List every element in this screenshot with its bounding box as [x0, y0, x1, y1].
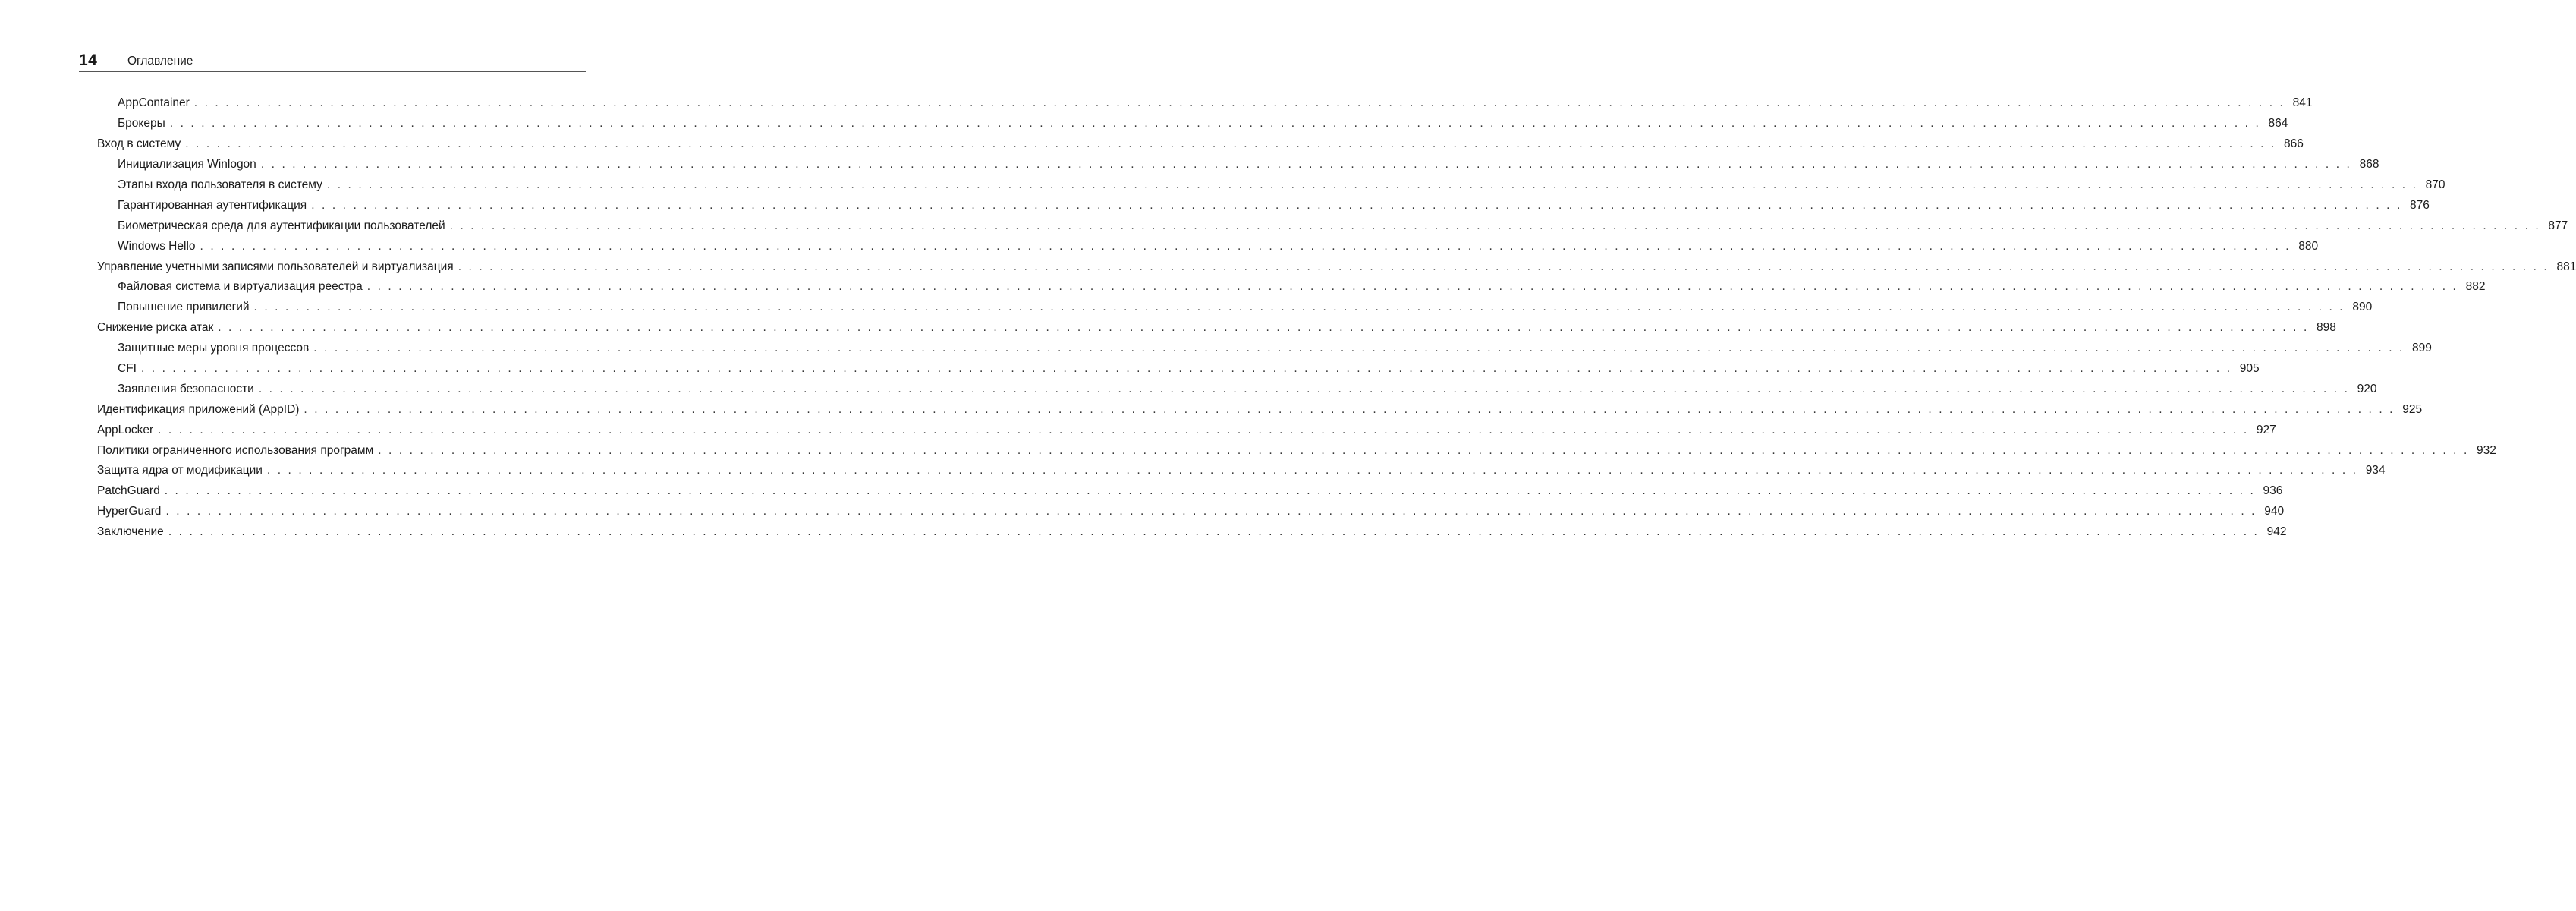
toc-entry[interactable] — [97, 359, 2260, 380]
toc-entry[interactable] — [97, 257, 2576, 277]
toc-entry-title: Вход в систему — [97, 137, 181, 151]
toc-entry-page-number: 870 — [2425, 178, 2445, 191]
toc-entry-title: PatchGuard — [97, 484, 160, 498]
toc-entry-title: Защита ядра от модификации — [97, 464, 263, 478]
toc-entry-title: Защитные меры уровня процессов — [118, 342, 310, 355]
toc-entry-title: Политики ограниченного использования программ — [97, 443, 374, 457]
toc-entry-page-number: 876 — [2410, 198, 2430, 212]
toc-entry-page-number: 882 — [2465, 280, 2486, 294]
toc-entry-page-number: 877 — [2548, 219, 2568, 232]
toc-entry-title: HyperGuard — [97, 505, 162, 519]
toc-entry-page-number: 898 — [2317, 321, 2336, 335]
toc-entry-page-number: 934 — [2365, 464, 2386, 478]
dot-leader: . . . . . . . . . . . . . . . . . . . . . . . . . . . . . . . . . . . . . . . . . . . . . . . . . . . . . . . . . . . . . . . . . . . . . . . . . . . . . . . . . . . . . . . . . . . . . . . . . . . . . . . . . . . . . . . . . . . . . . . . . . . . . . . . . . . . . . . . . . . . . . . . . . . . . . . . . . . . . . . . . . . . . . . . . . . . . . . . . . . . . . . . . . . . . . . . . . . . . . . . — [193, 96, 2285, 110]
toc-entry[interactable] — [97, 481, 2283, 502]
dot-leader: . . . . . . . . . . . . . . . . . . . . . . . . . . . . . . . . . . . . . . . . . . . . . . . . . . . . . . . . . . . . . . . . . . . . . . . . . . . . . . . . . . . . . . . . . . . . . . . . . . . . . . . . . . . . . . . . . . . . . . . . . . . . . . . . . . . . . . . . . . . . . . . . . . . . . . . . . . . . . . . . . . . . . . . . . . . . . . . . . . . . . . . . . . . . . . . . . . . . . . . . — [378, 443, 2469, 457]
toc-entry[interactable] — [97, 379, 2377, 399]
toc-entry-page-number: 841 — [2292, 96, 2313, 110]
dot-leader: . . . . . . . . . . . . . . . . . . . . . . . . . . . . . . . . . . . . . . . . . . . . . . . . . . . . . . . . . . . . . . . . . . . . . . . . . . . . . . . . . . . . . . . . . . . . . . . . . . . . . . . . . . . . . . . . . . . . . . . . . . . . . . . . . . . . . . . . . . . . . . . . . . . . . . . . . . . . . . . . . . . . . . . . . . . . . . . . . . . . . . . . . . . . . . . . . . . . . . . . — [164, 484, 2256, 498]
dot-leader: . . . . . . . . . . . . . . . . . . . . . . . . . . . . . . . . . . . . . . . . . . . . . . . . . . . . . . . . . . . . . . . . . . . . . . . . . . . . . . . . . . . . . . . . . . . . . . . . . . . . . . . . . . . . . . . . . . . . . . . . . . . . . . . . . . . . . . . . . . . . . . . . . . . . . . . . . . . . . . . . . . . . . . . . . . . . . . . . . . . . . . . . . . . . . . . . . . . . . . . . — [311, 198, 2402, 212]
toc-entry[interactable] — [97, 502, 2285, 522]
toc-entry[interactable] — [97, 93, 2313, 114]
toc-entry-title: AppContainer — [118, 96, 190, 110]
toc-entry-title: AppLocker — [97, 423, 154, 437]
dot-leader: . . . . . . . . . . . . . . . . . . . . . . . . . . . . . . . . . . . . . . . . . . . . . . . . . . . . . . . . . . . . . . . . . . . . . . . . . . . . . . . . . . . . . . . . . . . . . . . . . . . . . . . . . . . . . . . . . . . . . . . . . . . . . . . . . . . . . . . . . . . . . . . . . . . . . . . . . . . . . . . . . . . . . . . . . . . . . . . . . . . . . . . . . . . . . . . . . . . . . . . . — [158, 423, 2249, 437]
toc-entry-page-number: 866 — [2283, 137, 2304, 151]
toc-entry-title: Заявления безопасности — [118, 382, 254, 396]
toc-entry-page-number: 942 — [2266, 525, 2287, 539]
dot-leader: . . . . . . . . . . . . . . . . . . . . . . . . . . . . . . . . . . . . . . . . . . . . . . . . . . . . . . . . . . . . . . . . . . . . . . . . . . . . . . . . . . . . . . . . . . . . . . . . . . . . . . . . . . . . . . . . . . . . . . . . . . . . . . . . . . . . . . . . . . . . . . . . . . . . . . . . . . . . . . . . . . . . . . . . . . . . . . . . . . . . . . . . . . . . . . . . . . . . . . . . — [266, 464, 2358, 478]
toc-entry[interactable] — [97, 155, 2379, 175]
toc-entry-title: Заключение — [97, 525, 164, 539]
toc-entry-page-number: 890 — [2352, 301, 2373, 314]
dot-leader: . . . . . . . . . . . . . . . . . . . . . . . . . . . . . . . . . . . . . . . . . . . . . . . . . . . . . . . . . . . . . . . . . . . . . . . . . . . . . . . . . . . . . . . . . . . . . . . . . . . . . . . . . . . . . . . . . . . . . . . . . . . . . . . . . . . . . . . . . . . . . . . . . . . . . . . . . . . . . . . . . . . . . . . . . . . . . . . . . . . . . . . . . . . . . . . . . . . . . . . . — [218, 321, 2309, 335]
toc-entry[interactable] — [97, 134, 2304, 155]
toc-entry-title: CFI — [118, 362, 137, 376]
toc-entry[interactable] — [97, 236, 2319, 257]
toc-entry-title: Снижение риска атак — [97, 321, 214, 335]
toc-entry-page-number: 868 — [2359, 158, 2379, 172]
toc-entry-title: Windows Hello — [118, 239, 196, 253]
toc-entry-page-number: 927 — [2256, 423, 2276, 437]
dot-leader: . . . . . . . . . . . . . . . . . . . . . . . . . . . . . . . . . . . . . . . . . . . . . . . . . . . . . . . . . . . . . . . . . . . . . . . . . . . . . . . . . . . . . . . . . . . . . . . . . . . . . . . . . . . . . . . . . . . . . . . . . . . . . . . . . . . . . . . . . . . . . . . . . . . . . . . . . . . . . . . . . . . . . . . . . . . . . . . . . . . . . . . . . . . . . . . . . . . . . . . . — [326, 178, 2418, 191]
dot-leader: . . . . . . . . . . . . . . . . . . . . . . . . . . . . . . . . . . . . . . . . . . . . . . . . . . . . . . . . . . . . . . . . . . . . . . . . . . . . . . . . . . . . . . . . . . . . . . . . . . . . . . . . . . . . . . . . . . . . . . . . . . . . . . . . . . . . . . . . . . . . . . . . . . . . . . . . . . . . . . . . . . . . . . . . . . . . . . . . . . . . . . . . . . . . . . . . . . . . . . . . — [165, 505, 2257, 519]
dot-leader: . . . . . . . . . . . . . . . . . . . . . . . . . . . . . . . . . . . . . . . . . . . . . . . . . . . . . . . . . . . . . . . . . . . . . . . . . . . . . . . . . . . . . . . . . . . . . . . . . . . . . . . . . . . . . . . . . . . . . . . . . . . . . . . . . . . . . . . . . . . . . . . . . . . . . . . . . . . . . . . . . . . . . . . . . . . . . . . . . . . . . . . . . . . . . . . . . . . . . . . . — [458, 260, 2549, 273]
toc-entry-page-number: 932 — [2477, 443, 2496, 457]
toc-entry-page-number: 936 — [2263, 484, 2283, 498]
dot-leader: . . . . . . . . . . . . . . . . . . . . . . . . . . . . . . . . . . . . . . . . . . . . . . . . . . . . . . . . . . . . . . . . . . . . . . . . . . . . . . . . . . . . . . . . . . . . . . . . . . . . . . . . . . . . . . . . . . . . . . . . . . . . . . . . . . . . . . . . . . . . . . . . . . . . . . . . . . . . . . . . . . . . . . . . . . . . . . . . . . . . . . . . . . . . . . . . . . . . . . . . — [313, 342, 2405, 355]
toc-entry[interactable] — [97, 277, 2486, 298]
dot-leader: . . . . . . . . . . . . . . . . . . . . . . . . . . . . . . . . . . . . . . . . . . . . . . . . . . . . . . . . . . . . . . . . . . . . . . . . . . . . . . . . . . . . . . . . . . . . . . . . . . . . . . . . . . . . . . . . . . . . . . . . . . . . . . . . . . . . . . . . . . . . . . . . . . . . . . . . . . . . . . . . . . . . . . . . . . . . . . . . . . . . . . . . . . . . . . . . . . . . . . . . — [169, 117, 2261, 131]
toc-entry[interactable] — [97, 216, 2568, 236]
toc-entry[interactable] — [97, 440, 2496, 461]
toc-entry[interactable] — [97, 399, 2423, 420]
toc-entry[interactable] — [97, 522, 2287, 543]
dot-leader: . . . . . . . . . . . . . . . . . . . . . . . . . . . . . . . . . . . . . . . . . . . . . . . . . . . . . . . . . . . . . . . . . . . . . . . . . . . . . . . . . . . . . . . . . . . . . . . . . . . . . . . . . . . . . . . . . . . . . . . . . . . . . . . . . . . . . . . . . . . . . . . . . . . . . . . . . . . . . . . . . . . . . . . . . . . . . . . . . . . . . . . . . . . . . . . . . . . . . . . . — [260, 158, 2352, 172]
toc-entry-page-number: 940 — [2264, 505, 2285, 519]
dot-leader: . . . . . . . . . . . . . . . . . . . . . . . . . . . . . . . . . . . . . . . . . . . . . . . . . . . . . . . . . . . . . . . . . . . . . . . . . . . . . . . . . . . . . . . . . . . . . . . . . . . . . . . . . . . . . . . . . . . . . . . . . . . . . . . . . . . . . . . . . . . . . . . . . . . . . . . . . . . . . . . . . . . . . . . . . . . . . . . . . . . . . . . . . . . . . . . . . . . . . . . . — [449, 219, 2541, 232]
dot-leader: . . . . . . . . . . . . . . . . . . . . . . . . . . . . . . . . . . . . . . . . . . . . . . . . . . . . . . . . . . . . . . . . . . . . . . . . . . . . . . . . . . . . . . . . . . . . . . . . . . . . . . . . . . . . . . . . . . . . . . . . . . . . . . . . . . . . . . . . . . . . . . . . . . . . . . . . . . . . . . . . . . . . . . . . . . . . . . . . . . . . . . . . . . . . . . . . . . . . . . . . — [200, 239, 2291, 253]
toc-entry-title: Брокеры — [118, 117, 165, 131]
toc-entry-title: Файловая система и виртуализация реестра — [118, 280, 363, 294]
toc-entry-title: Биометрическая среда для аутентификации пользователей — [118, 219, 445, 232]
toc-entry[interactable] — [97, 195, 2430, 216]
toc-entry-page-number: 899 — [2412, 342, 2432, 355]
toc-entry-page-number: 905 — [2239, 362, 2260, 376]
toc-entry-title: Повышение привилегий — [118, 301, 250, 314]
toc-entry-page-number: 920 — [2357, 382, 2377, 396]
toc-entry-title: Идентификация приложений (AppID) — [97, 402, 300, 416]
toc-entry[interactable] — [97, 175, 2445, 196]
page-header — [79, 50, 586, 72]
toc-entry[interactable] — [97, 461, 2386, 481]
toc-entry-page-number: 925 — [2402, 402, 2423, 416]
dot-leader: . . . . . . . . . . . . . . . . . . . . . . . . . . . . . . . . . . . . . . . . . . . . . . . . . . . . . . . . . . . . . . . . . . . . . . . . . . . . . . . . . . . . . . . . . . . . . . . . . . . . . . . . . . . . . . . . . . . . . . . . . . . . . . . . . . . . . . . . . . . . . . . . . . . . . . . . . . . . . . . . . . . . . . . . . . . . . . . . . . . . . . . . . . . . . . . . . . . . . . . . — [168, 525, 2260, 539]
section-title: Оглавление — [127, 55, 193, 68]
dot-leader: . . . . . . . . . . . . . . . . . . . . . . . . . . . . . . . . . . . . . . . . . . . . . . . . . . . . . . . . . . . . . . . . . . . . . . . . . . . . . . . . . . . . . . . . . . . . . . . . . . . . . . . . . . . . . . . . . . . . . . . . . . . . . . . . . . . . . . . . . . . . . . . . . . . . . . . . . . . . . . . . . . . . . . . . . . . . . . . . . . . . . . . . . . . . . . . . . . . . . . . . — [185, 137, 2276, 151]
toc-entry-title: Управление учетными записями пользователей и виртуализация — [97, 260, 454, 273]
page-number: 14 — [79, 52, 98, 69]
toc-entry-page-number: 880 — [2298, 239, 2319, 253]
dot-leader: . . . . . . . . . . . . . . . . . . . . . . . . . . . . . . . . . . . . . . . . . . . . . . . . . . . . . . . . . . . . . . . . . . . . . . . . . . . . . . . . . . . . . . . . . . . . . . . . . . . . . . . . . . . . . . . . . . . . . . . . . . . . . . . . . . . . . . . . . . . . . . . . . . . . . . . . . . . . . . . . . . . . . . . . . . . . . . . . . . . . . . . . . . . . . . . . . . . . . . . . — [304, 402, 2395, 416]
toc-entry-page-number: 864 — [2268, 117, 2288, 131]
dot-leader: . . . . . . . . . . . . . . . . . . . . . . . . . . . . . . . . . . . . . . . . . . . . . . . . . . . . . . . . . . . . . . . . . . . . . . . . . . . . . . . . . . . . . . . . . . . . . . . . . . . . . . . . . . . . . . . . . . . . . . . . . . . . . . . . . . . . . . . . . . . . . . . . . . . . . . . . . . . . . . . . . . . . . . . . . . . . . . . . . . . . . . . . . . . . . . . . . . . . . . . . — [253, 301, 2345, 314]
toc-entry-title: Гарантированная аутентификация — [118, 198, 307, 212]
toc-entry[interactable] — [97, 114, 2288, 134]
table-of-contents — [97, 93, 2576, 543]
toc-entry[interactable] — [97, 420, 2276, 440]
toc-entry-title: Инициализация Winlogon — [118, 158, 256, 172]
toc-entry[interactable] — [97, 339, 2432, 359]
toc-entry-title: Этапы входа пользователя в систему — [118, 178, 322, 191]
toc-entry[interactable] — [97, 318, 2336, 339]
dot-leader: . . . . . . . . . . . . . . . . . . . . . . . . . . . . . . . . . . . . . . . . . . . . . . . . . . . . . . . . . . . . . . . . . . . . . . . . . . . . . . . . . . . . . . . . . . . . . . . . . . . . . . . . . . . . . . . . . . . . . . . . . . . . . . . . . . . . . . . . . . . . . . . . . . . . . . . . . . . . . . . . . . . . . . . . . . . . . . . . . . . . . . . . . . . . . . . . . . . . . . . . — [258, 382, 2350, 396]
dot-leader: . . . . . . . . . . . . . . . . . . . . . . . . . . . . . . . . . . . . . . . . . . . . . . . . . . . . . . . . . . . . . . . . . . . . . . . . . . . . . . . . . . . . . . . . . . . . . . . . . . . . . . . . . . . . . . . . . . . . . . . . . . . . . . . . . . . . . . . . . . . . . . . . . . . . . . . . . . . . . . . . . . . . . . . . . . . . . . . . . . . . . . . . . . . . . . . . . . . . . . . . — [366, 280, 2458, 294]
toc-entry-page-number: 881 — [2556, 260, 2576, 273]
toc-entry[interactable] — [97, 298, 2373, 318]
dot-leader: . . . . . . . . . . . . . . . . . . . . . . . . . . . . . . . . . . . . . . . . . . . . . . . . . . . . . . . . . . . . . . . . . . . . . . . . . . . . . . . . . . . . . . . . . . . . . . . . . . . . . . . . . . . . . . . . . . . . . . . . . . . . . . . . . . . . . . . . . . . . . . . . . . . . . . . . . . . . . . . . . . . . . . . . . . . . . . . . . . . . . . . . . . . . . . . . . . . . . . . . — [140, 362, 2232, 376]
